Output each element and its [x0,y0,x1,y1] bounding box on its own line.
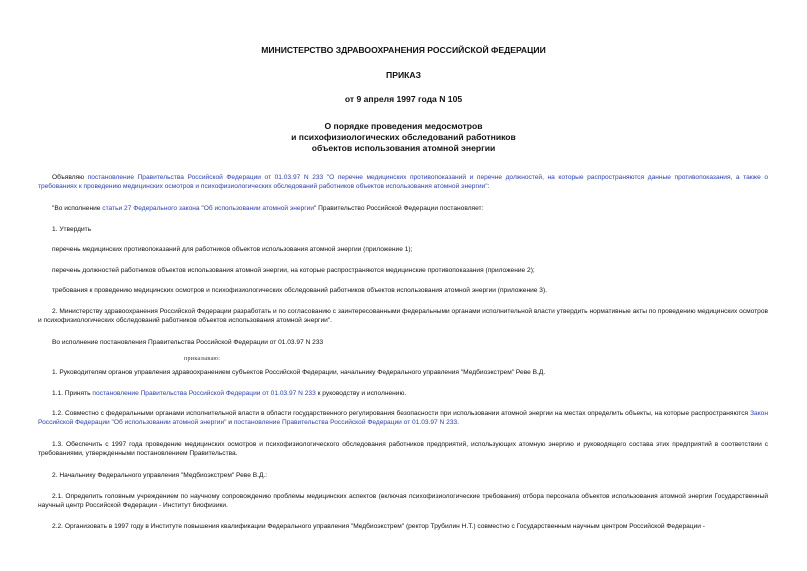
text: " [199,205,204,212]
title-line-3: объектов использования атомной энергии [311,143,496,153]
paragraph-list-contraindications: перечень медицинских противопоказаний для работников объектов использования атомной энергии (приложение 1); [52,246,413,253]
paragraph-in-execution: Во исполнение постановления Правительства Российской Федерации от 01.03.97 N 233 [52,339,324,346]
text: 1.2. Совместно с федеральными органами исполнительной власти в области государственного регулирования безопасности при использовании атомной энергии на местах определить объекты, на которые распространяются [52,410,751,417]
link-decree-233-accept[interactable]: постановление Правительства Российской Федерации от 01.03.97 N 233 [92,390,316,397]
paragraph-announce [38,173,768,192]
paragraph-item-1-3: 1.3. Обеспечить с 1997 года проведение медицинских осмотров и психофизиологического обследования работников предприятий, использующих атомную энергию и руководящего состава этих предприятий в соответствии с требованиями, утвержденными постановлением Правительства. [38,441,768,458]
text: . [457,419,459,427]
paragraph-item-1: 1. Руководителям органов управления здравоохранением субъектов Российской Федерации, начальнику Федерального управления "Медбиоэкстрем" Реве В.Д. [52,369,546,376]
text: " Правительство Российской Федерации постановляет: [314,205,484,212]
date-number-heading: от 9 апреля 1997 года N 105 [344,94,463,104]
paragraph-approve: 1. Утвердить [52,226,92,233]
text: 1.1. Принять [52,390,93,397]
title-line-1: О порядке проведения медосмотров [324,121,483,131]
link-atomic-energy-law[interactable]: Об использовании атомной энергии [203,205,314,212]
paragraph-list-positions: перечень должностей работников объектов использования атомной энергии, на которые распространяются медицинские противопоказания (приложение 2); [52,267,535,274]
text: к руководству и исполнению. [315,390,407,397]
paragraph-requirements: требования к проведению медицинских осмотров и психофизиологических обследований работников объектов использования атомной энергии (приложение 3). [52,287,547,294]
text: : [487,183,490,191]
paragraph-quote-start [38,204,768,213]
link-article-27[interactable]: статьи 27 Федерального закона [102,205,200,212]
text: "Во исполнение [52,205,103,212]
text: и [226,419,234,427]
paragraph-item-2: 2. Начальнику Федерального управления "Медбиоэкстрем" Реве В.Д.: [52,472,268,479]
ministry-heading: МИНИСТЕРСТВО ЗДРАВООХРАНЕНИЯ РОССИЙСКОЙ ФЕДЕРАЦИИ [261,45,546,55]
link-decree-233-objects[interactable]: постановление Правительства Российской Федерации от 01.03.97 N 233 [233,419,458,427]
text: Объявляю [52,174,88,181]
link-government-decree-233[interactable]: постановление Правительства Российской Федерации от 01.03.97 N 233 "О перечне медицинских противопоказаний и перечне должностей, на которые распространяются данные противопоказания, а также о требованиях к проведению медицинских осмотров и психофизиологических обследований работников объектов использования атомной энергии" [38,174,768,191]
doc-type-heading: ПРИКАЗ [386,70,421,80]
paragraph-item-1-2 [38,409,768,428]
title-line-2: и психофизиологических обследований работников [291,132,516,142]
paragraph-item-2-2: 2.2. Организовать в 1997 году в Институте повышения квалификации Федерального управления "Медбиоэкстрем" (ректор Трубилин Н.Т.) совместно с Государственным научным центром Российской Федерации - [52,523,705,530]
order-word: приказываю: [184,356,221,362]
link-rf-atomic-law[interactable]: Закон Российской Федерации "Об использовании атомной энергии" [38,410,768,427]
paragraph-ministry-task: 2. Министерству здравоохранения Российской Федерации разработать и по согласованию с заинтересованными федеральными органами исполнительной власти утвердить нормативные акты по проведению медицинских осмотров и психофизиологических обследований работников объектов использования атомной энергии". [38,308,768,325]
paragraph-item-1-1 [38,389,768,398]
paragraph-item-2-1: 2.1. Определить головным учреждением по научному сопровождению проблемы медицинских аспектов (включая психофизиологические требования) отбора персонала объектов использования атомной энергии Государственный научный центр Российской Федерации - Институт биофизики. [38,493,768,510]
